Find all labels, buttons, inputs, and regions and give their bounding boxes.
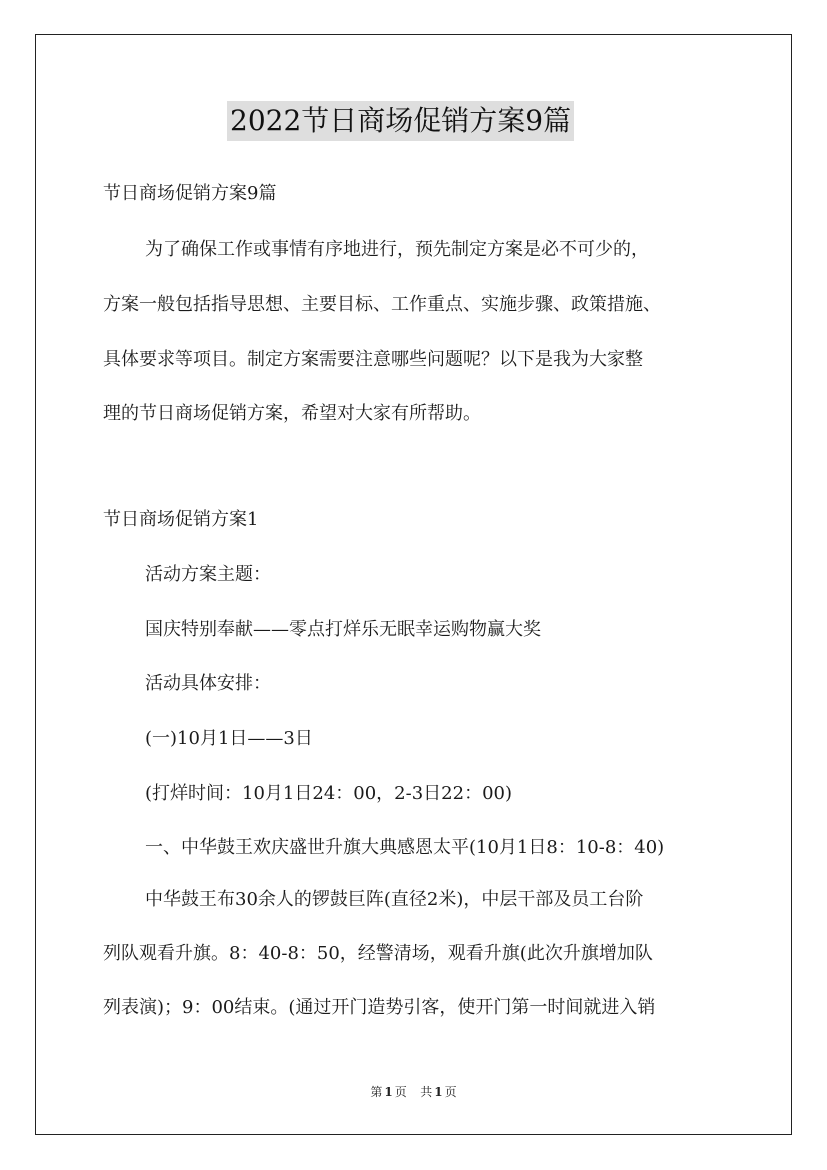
body-line: 列表演)；9：00结束。(通过开门造势引客，使开门第一时间就进入销 <box>103 997 656 1018</box>
footer-page-number: 1 <box>384 1085 393 1099</box>
intro-line-3: 具体要求等项目。制定方案需要注意哪些问题呢？以下是我为大家整 <box>103 349 643 370</box>
body-line: 活动方案主题： <box>145 564 271 585</box>
document-title: 2022节日商场促销方案9篇 <box>227 101 574 141</box>
body-line: (一)10月1日——3日 <box>145 728 313 749</box>
footer-page-suffix: 页 <box>394 1085 407 1099</box>
page-footer <box>0 1084 827 1100</box>
body-line: 国庆特别奉献——零点打烊乐无眠幸运购物赢大奖 <box>145 619 541 640</box>
intro-line-4: 理的节日商场促销方案，希望对大家有所帮助。 <box>103 403 481 424</box>
section-heading: 节日商场促销方案1 <box>103 509 259 530</box>
intro-line-1: 为了确保工作或事情有序地进行，预先制定方案是必不可少的， <box>145 239 649 260</box>
footer-total-suffix: 页 <box>444 1085 457 1099</box>
intro-line-2: 方案一般包括指导思想、主要目标、工作重点、实施步骤、政策措施、 <box>103 294 661 315</box>
footer-page-prefix: 第 <box>370 1085 383 1099</box>
footer-total-number: 1 <box>434 1085 443 1099</box>
subtitle-line: 节日商场促销方案9篇 <box>103 183 277 204</box>
body-line: 活动具体安排： <box>145 673 271 694</box>
body-line: 列队观看升旗。8：40-8：50，经警清场，观看升旗(此次升旗增加队 <box>103 943 653 964</box>
body-line: 中华鼓王布30余人的锣鼓巨阵(直径2米)，中层干部及员工台阶 <box>145 889 644 910</box>
body-line: (打烊时间：10月1日24：00，2-3日22：00) <box>145 783 513 804</box>
body-line: 一、中华鼓王欢庆盛世升旗大典感恩太平(10月1日8：10-8：40) <box>145 837 665 858</box>
footer-total-prefix: 共 <box>420 1085 433 1099</box>
